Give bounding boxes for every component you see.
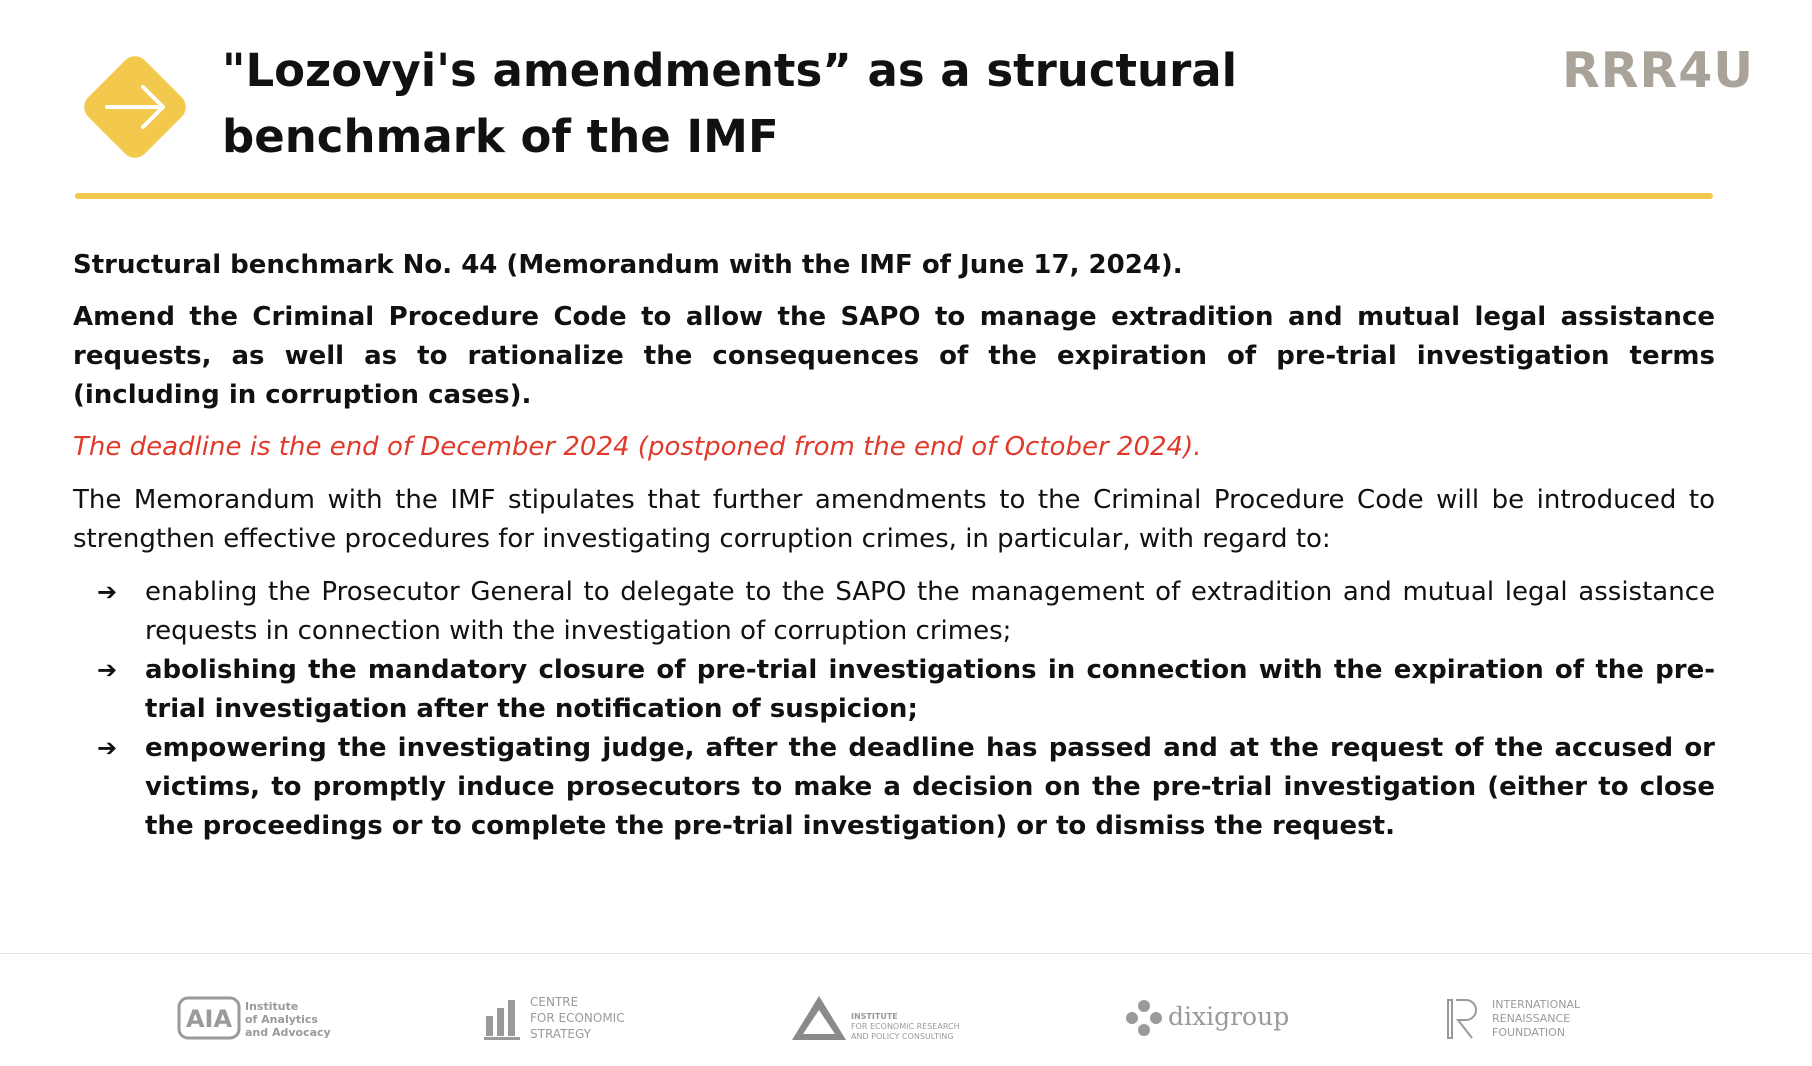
- list-item-text: empowering the investigating judge, after the deadline has passed and at the request of the accused or victims, to promptly induce prosecutors to make a decision on the pre-trial investigation (either to close the proceedings or to complete the pre-trial investigation) or to dismiss the request.: [145, 733, 1715, 841]
- irf-line: RENAISSANCE: [1492, 1012, 1571, 1025]
- aia-line: of Analytics: [245, 1013, 318, 1026]
- irf-mark-icon: [1446, 998, 1482, 1040]
- dixigroup-logo: [1124, 998, 1294, 1038]
- ier-line: INSTITUTE: [851, 1012, 898, 1021]
- ces-line: STRATEGY: [530, 1027, 592, 1041]
- deadline-note: The deadline is the end of December 2024 (postponed from the end of October 2024).: [73, 432, 1202, 462]
- irf-line: FOUNDATION: [1492, 1026, 1566, 1039]
- list-item-text: abolishing the mandatory closure of pre-trial investigations in connection with the expiration of the pre-trial investigation after the notification of suspicion;: [145, 655, 1715, 724]
- header-divider: [75, 193, 1713, 199]
- ier-logo: [790, 994, 970, 1044]
- page-title: "Lozovyi's amendments” as a structural benchmark of the IMF: [222, 44, 1238, 163]
- irf-logo: [1446, 996, 1616, 1042]
- amendments-list: [73, 573, 1715, 846]
- ier-line: FOR ECONOMIC RESEARCH: [851, 1022, 960, 1031]
- ces-logo: [484, 994, 664, 1044]
- footer-divider: [0, 953, 1812, 954]
- bullet-arrow-icon: ➔: [97, 656, 118, 684]
- list-item: [73, 729, 1715, 846]
- bullet-arrow-icon: ➔: [97, 734, 118, 762]
- triangle-icon: [790, 994, 848, 1042]
- dixigroup-name: dixigroup: [1168, 1002, 1290, 1031]
- slide-content: [73, 246, 1715, 846]
- memorandum-text: The Memorandum with the IMF stipulates that further amendments to the Criminal Procedure Code will be introduced to strengthen effective procedures for investigating corruption crimes, in particular, with regard to:: [73, 485, 1715, 554]
- aia-logo: [177, 996, 337, 1042]
- bar-chart-icon: [484, 996, 524, 1040]
- aia-mark-icon: [177, 996, 241, 1040]
- aia-line: Institute: [245, 1000, 299, 1013]
- irf-line: INTERNATIONAL: [1492, 998, 1581, 1011]
- brand-logo: RRR4U: [1562, 42, 1755, 99]
- bullet-arrow-icon: ➔: [97, 578, 118, 606]
- aia-mark-text: AIA: [185, 1005, 233, 1033]
- list-item: [73, 573, 1715, 651]
- benchmark-text: Amend the Criminal Procedure Code to allow the SAPO to manage extradition and mutual legal assistance requests, as well as to rationalize the consequences of the expiration of pre-trial investigation terms (including in corruption cases).: [73, 302, 1715, 410]
- ier-line: AND POLICY CONSULTING: [851, 1032, 954, 1041]
- list-item: [73, 651, 1715, 729]
- benchmark-heading: Structural benchmark No. 44 (Memorandum with the IMF of June 17, 2024).: [73, 250, 1183, 280]
- aia-line: and Advocacy: [245, 1026, 331, 1039]
- ces-line: FOR ECONOMIC: [530, 1011, 625, 1025]
- arrow-right-icon: [77, 49, 193, 165]
- ces-line: CENTRE: [530, 995, 579, 1009]
- list-item-text: enabling the Prosecutor General to delegate to the SAPO the management of extradition and mutual legal assistance requests in connection with the investigation of corruption crimes;: [145, 577, 1715, 646]
- dixigroup-mark-icon: [1124, 998, 1164, 1038]
